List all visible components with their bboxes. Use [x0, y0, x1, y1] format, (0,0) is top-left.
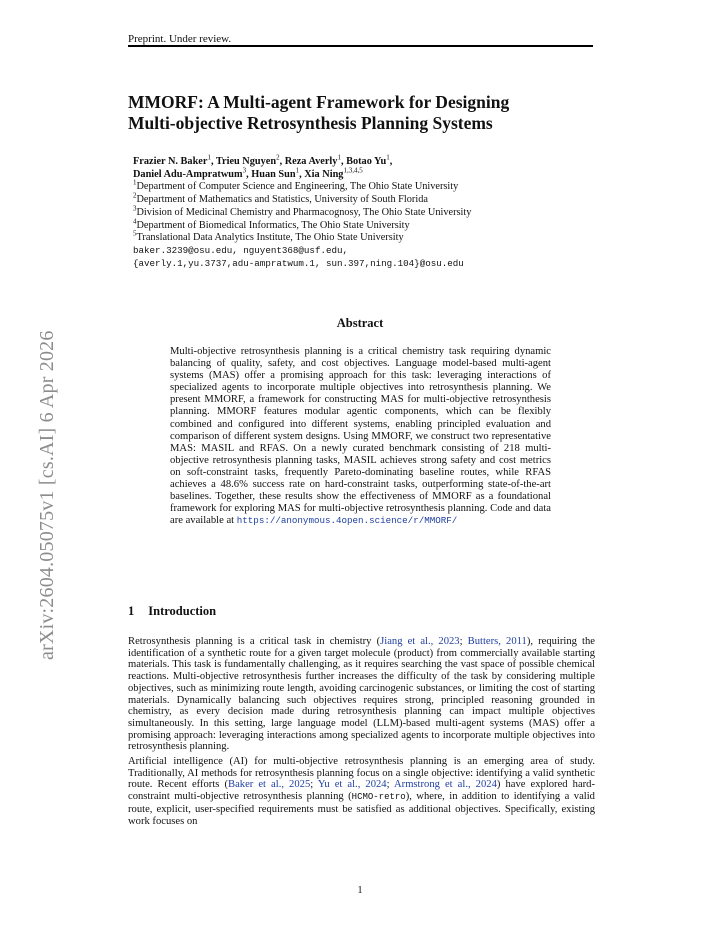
arxiv-stamp: arXiv:2604.05075v1 [cs.AI] 6 Apr 2026 [36, 330, 58, 660]
affiliation-sup: 4 [133, 217, 137, 226]
abstract-text: Multi-objective retrosynthesis planning is a critical chemistry task requiring dynamic balancing of quality, safety, and cost objectives. Language model-based multi-agent systems (MAS) offer a promising approach for this task: leveraging interactions of specialized agents to incorporate multiple objectives into retrosynthesis planning. We present MMORF, a framework for constructing MAS for multi-objective retrosynthesis planning. MMORF features modular agentic components, which can be flexibly combined and configured into different systems, enabling principled evaluation and comparison of different system designs. Using MMORF, we construct two representative MAS: MASIL and RFAS. On a newly curated benchmark consisting of 218 multi-objective retrosynthesis planning tasks, MASIL achieves strong safety and cost metrics on soft-constraint tasks, frequently Pareto-dominating baseline routes, while RFAS achieves a 48.6% success rate on hard-constraint tasks, outperforming state-of-the-art baselines. Together, these results show the effectiveness of MMORF as a foundational framework for exploring MAS for multi-objective retrosynthesis planning. Code and data are available at [170, 346, 551, 527]
section-number: 1 [128, 604, 135, 618]
affiliation [133, 204, 603, 220]
email-line: baker.3239@osu.edu, nguyent368@usf.edu, [133, 244, 349, 256]
paragraph-text: ), where, in addition to identifying a valid route, explicit, user-specified requirements must be satisfied as additional objectives. Specifically, existing work focuses on [128, 791, 595, 827]
citation-link[interactable]: Baker et al., 2025 [228, 779, 311, 791]
section-title: Introduction [148, 604, 217, 618]
author-name: Daniel Adu-Ampratwum [133, 168, 243, 180]
affiliation [133, 191, 603, 207]
citation-link[interactable]: Yu et al., 2024 [317, 779, 387, 791]
author-sup: 1 [207, 153, 211, 162]
citation-link[interactable]: Butters, 2011 [467, 636, 527, 647]
affiliation-sup: 5 [133, 229, 137, 238]
author-line-2: Daniel Adu-Ampratwum$^3$, Huan Sun$^1$, Xia Ning$^{1,3,4,5}$ [133, 166, 363, 180]
author-sup: 1 [386, 153, 390, 162]
author-name: Trieu Nguyen [215, 156, 277, 167]
intro-paragraph-1: Retrosynthesis planning is a critical task in chemistry (Jiang et al., 2023; Butters, 2011), requiring the identification of a synthetic route for a given target molecule (product) from commercially available starting materials. This task is fundamentally challenging, as it requires searching the vast space of possible chemical reactions. Multi-objective retrosynthesis further increases the difficulty of the task by considering multiple objectives, such as minimizing route length, avoiding carcinogenic substances, or limiting the cost of starting materials. Dynamically balancing such objectives requires strong, principled reasoning grounded in chemistry, as every decision made during retrosynthesis planning can impact multiple objectives simultaneously. In this setting, large language model (LLM)-based multi-agent systems (MAS) offer a promising approach: leveraging interactions among specialized agents to incorporate multiple objectives into retrosynthesis planning. [128, 636, 595, 753]
author-sup: 2 [276, 153, 280, 162]
header-rule [128, 45, 593, 47]
author-name: Xia Ning [304, 168, 344, 180]
affiliation-text: Department of Biomedical Informatics, The Ohio State University [136, 219, 410, 231]
paragraph-text: ) have explored hard-constraint multi-objective retrosynthesis planning ( [128, 779, 595, 803]
intro-paragraph-2: Artificial intelligence (AI) for multi-objective retrosynthesis planning is an emerging area of study. Traditionally, AI methods for retrosynthesis planning focus on a single objective: identifying a valid synthetic route. Recent efforts (Baker et al., 2025; Yu et al., 2024; Armstrong et al., 2024) have explored hard-constraint multi-objective retrosynthesis planning (HCMO-retro), where, in addition to identifying a valid route, explicit, user-specified requirements must be satisfied as additional objectives. Specifically, existing work focuses on [128, 756, 595, 827]
citation-link[interactable]: Jiang et al., 2023 [380, 636, 460, 647]
author-sup: 1,3,4,5 [343, 166, 363, 175]
author-name: Botao Yu [346, 156, 387, 167]
paragraph-text: Artificial intelligence (AI) for multi-objective retrosynthesis planning is an emerging area of study. Traditionally, AI methods for retrosynthesis planning focus on a single objective: identifying a valid synthetic route. Recent efforts ( [128, 756, 595, 791]
page-number: 1 [357, 885, 363, 896]
title-line-2: Multi-objective Retrosynthesis Planning Systems [128, 113, 493, 133]
title-line-1: MMORF: A Multi-agent Framework for Designing [128, 92, 510, 112]
affiliation [133, 229, 603, 245]
author-sup: 3 [242, 166, 247, 175]
affiliation-text: Department of Mathematics and Statistics, University of South Florida [136, 194, 428, 206]
affiliation-sup: 2 [133, 191, 137, 200]
running-header: Preprint. Under review. [128, 33, 232, 45]
author-sup: 1 [337, 153, 341, 162]
author-name: Frazier N. Baker [133, 156, 208, 167]
abstract-body [170, 346, 551, 527]
email-line: {averly.1,yu.3737,adu-ampratwum.1, sun.397,ning.104}@osu.edu [133, 257, 464, 269]
affiliation [133, 178, 603, 194]
hcmo-term: HCMO-retro [351, 792, 406, 803]
affiliation-text: Department of Computer Science and Engineering, The Ohio State University [136, 181, 459, 193]
code-link[interactable]: https://anonymous.4open.science/r/MMORF/ [236, 515, 458, 527]
author-sup: 1 [295, 166, 300, 175]
affiliation-text: Translational Data Analytics Institute, The Ohio State University [136, 232, 404, 244]
affiliation-sup: 3 [133, 204, 137, 213]
paragraph-text: Retrosynthesis planning is a critical task in chemistry ( [128, 636, 381, 647]
paper-title [128, 92, 598, 134]
affiliation [133, 217, 603, 233]
paragraph-text: ), requiring the identification of a synthetic route for a given target molecule (product) from commercially available starting materials. This task is fundamentally challenging, as it requires searching the vast space of possible chemical reactions. Multi-objective retrosynthesis further increases the difficulty of the task by considering multiple objectives, such as minimizing route length, avoiding carcinogenic substances, or limiting the cost of starting materials. Dynamically balancing such objectives requires strong, principled reasoning grounded in chemistry, as every decision made during retrosynthesis planning can impact multiple objectives simultaneously. In this setting, large language model (LLM)-based multi-agent systems (MAS) offer a promising approach: leveraging interactions among specialized agents to incorporate multiple objectives into retrosynthesis planning. [128, 636, 595, 753]
author-block [133, 153, 603, 270]
abstract-heading: Abstract [336, 316, 384, 330]
author-line-1: Frazier N. Baker$^1$, Trieu Nguyen$^2$, Reza Averly$^1$, Botao Yu$^1$, [133, 153, 393, 167]
author-name: Huan Sun [251, 168, 296, 180]
affiliation-sup: 1 [133, 178, 137, 187]
affiliation-text: Division of Medicinal Chemistry and Pharmacognosy, The Ohio State University [136, 206, 472, 218]
author-name: Reza Averly [284, 156, 338, 167]
section-heading-introduction [128, 604, 216, 619]
citation-link[interactable]: Armstrong et al., 2024 [394, 779, 497, 791]
